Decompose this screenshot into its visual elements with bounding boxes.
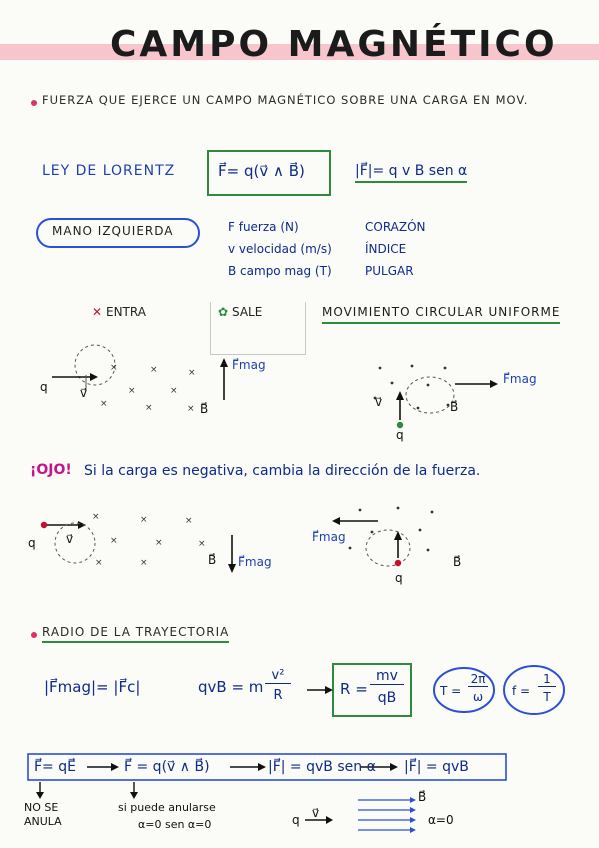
note-not-cancel-1: NO SE xyxy=(24,801,59,814)
section-heading-force: FUERZA QUE EJERCE UN CAMPO MAGNÉTICO SOBRE UNA CARGA EN MOV. xyxy=(42,93,529,107)
rule-b-right: PULGAR xyxy=(365,264,414,278)
b-label-2: B⃗ xyxy=(450,400,459,414)
lorentz-formula: F⃗= q(v⃗ ∧ B⃗) xyxy=(218,162,305,180)
eq-qvb-den: R xyxy=(273,688,283,703)
svg-text:×: × xyxy=(145,403,153,413)
eq-force-balance: |F⃗mag|= |F⃗c| xyxy=(44,678,141,696)
rule-v-right: ÍNDICE xyxy=(365,242,407,256)
svg-text:×: × xyxy=(140,515,148,525)
svg-text:×: × xyxy=(92,512,100,522)
b-label-5: B⃗ xyxy=(418,790,427,804)
ojo-label: ¡OJO! xyxy=(30,462,72,478)
trajectory-circle xyxy=(75,345,115,385)
dot-icon: ✿ xyxy=(218,305,229,319)
q-label-3: q xyxy=(28,536,36,550)
svg-text:×: × xyxy=(170,386,178,396)
svg-text:×: × xyxy=(140,558,148,568)
q-label-1: q xyxy=(40,380,48,394)
lorentz-modulus: |F⃗|= q v B sen α xyxy=(355,163,467,183)
q-label-4: q xyxy=(395,571,403,585)
radius-num: mv xyxy=(370,668,404,685)
period-den: ω xyxy=(472,690,484,704)
svg-text:×: × xyxy=(187,404,195,414)
svg-text:×: × xyxy=(188,368,196,378)
svg-text:×: × xyxy=(185,516,193,526)
chain-max: |F⃗| = qvB xyxy=(404,759,469,775)
period-num: 2π xyxy=(468,672,488,687)
svg-text:×: × xyxy=(155,538,163,548)
fmag-label-3: F⃗mag xyxy=(238,555,272,569)
period-left: T = xyxy=(440,684,462,698)
chain-modulus: |F⃗| = qvB sen α xyxy=(268,759,376,775)
svg-text:×: × xyxy=(100,399,108,409)
mcu-label: MOVIMIENTO CIRCULAR UNIFORME xyxy=(322,305,560,324)
freq-num: 1 xyxy=(538,672,556,687)
svg-text:×: × xyxy=(110,536,118,546)
svg-text:×: × xyxy=(95,558,103,568)
hand-rule-label: MANO IZQUIERDA xyxy=(52,224,174,238)
negative-charge-note: Si la carga es negativa, cambia la dirección de la fuerza. xyxy=(84,463,481,479)
fmag-label-4: F⃗mag xyxy=(312,530,346,544)
page-title: CAMPO MAGNÉTICO xyxy=(110,24,558,65)
svg-text:×: × xyxy=(128,386,136,396)
lorentz-label: LEY DE LORENTZ xyxy=(42,163,176,179)
v-label-5: v⃗ xyxy=(312,806,320,820)
cross-icon: ✕ xyxy=(92,305,103,319)
note-can-cancel-2: α=0 sen α=0 xyxy=(138,818,212,831)
q-label-2: q xyxy=(396,428,404,442)
b-label-3: B⃗ xyxy=(208,553,217,567)
note-can-cancel-1: si puede anularse xyxy=(118,801,216,814)
bullet-icon xyxy=(31,632,37,638)
eq-qvb-num: v² xyxy=(265,668,291,684)
section-heading-radius: RADIO DE LA TRAYECTORIA xyxy=(42,625,229,643)
v-label-1: v⃗ xyxy=(80,386,88,400)
legend-in: ENTRA xyxy=(106,305,146,319)
v-label-2: v⃗ xyxy=(375,395,383,409)
b-label-1: B⃗ xyxy=(200,402,209,416)
v-label-3: v⃗ xyxy=(66,532,74,546)
svg-text:×: × xyxy=(198,539,206,549)
b-label-4: B⃗ xyxy=(453,555,462,569)
rule-f-right: CORAZÓN xyxy=(365,220,426,234)
chain-lorentz: F⃗ = q(v⃗ ∧ B⃗) xyxy=(124,759,210,775)
rule-b-left: B campo mag (T) xyxy=(228,264,332,278)
eq-qvb-left: qvB = m xyxy=(198,678,264,696)
rule-v-left: v velocidad (m/s) xyxy=(228,242,332,256)
svg-text:×: × xyxy=(150,365,158,375)
alpha-zero-label: α=0 xyxy=(428,813,454,827)
radius-den: qB xyxy=(377,690,397,706)
q-label-5: q xyxy=(292,813,300,827)
legend-out: SALE xyxy=(232,305,263,319)
fmag-label-2: F⃗mag xyxy=(503,372,537,386)
svg-text:×: × xyxy=(110,363,118,373)
freq-left: f = xyxy=(512,684,531,698)
radius-left: R = xyxy=(340,680,368,698)
fmag-label-1: F⃗mag xyxy=(232,358,266,372)
rule-f-left: F fuerza (N) xyxy=(228,220,299,234)
freq-den: T xyxy=(543,690,551,704)
note-not-cancel-2: ANULA xyxy=(24,815,62,828)
chain-electric-force: F⃗= qE⃗ xyxy=(34,759,76,775)
